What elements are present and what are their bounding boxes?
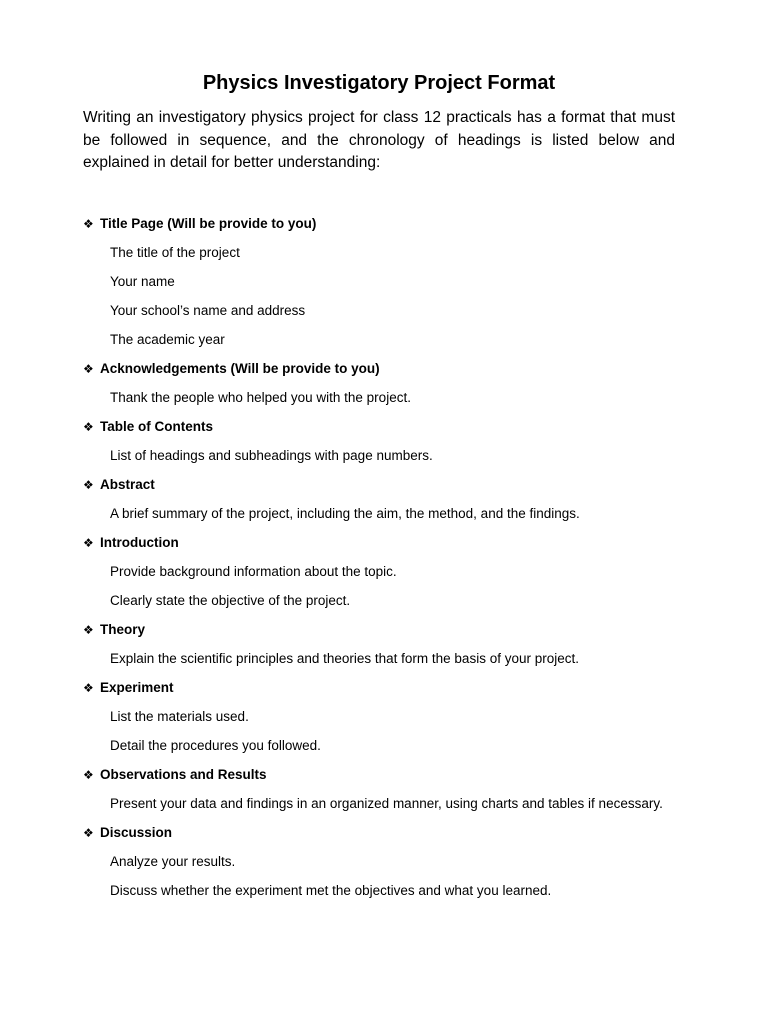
- diamond-bullet-icon: ❖: [83, 825, 94, 840]
- section-heading-text: Discussion: [100, 825, 173, 840]
- section-detail-line: List the materials used.: [110, 709, 249, 724]
- section-detail-line: A brief summary of the project, including the aim, the method, and the findings.: [110, 506, 580, 521]
- section-heading: [83, 412, 693, 441]
- section-item: [83, 760, 693, 818]
- section-item: [83, 673, 693, 760]
- section-heading: [83, 760, 693, 789]
- diamond-bullet-icon: ❖: [83, 419, 94, 434]
- section-item: [83, 209, 693, 354]
- diamond-bullet-icon: ❖: [83, 622, 94, 637]
- section-detail-line: Present your data and findings in an organized manner, using charts and tables if necessary.: [110, 796, 663, 811]
- section-heading-text: Theory: [100, 622, 146, 637]
- diamond-bullet-icon: ❖: [83, 535, 94, 550]
- section-heading: [83, 528, 693, 557]
- section-detail-line: Your name: [110, 274, 175, 289]
- section-heading: [83, 818, 693, 847]
- section-detail-line: Analyze your results.: [110, 854, 236, 869]
- section-item: [83, 412, 693, 470]
- section-detail-line: Provide background information about the topic.: [110, 564, 397, 579]
- page-title: Physics Investigatory Project Format: [202, 72, 556, 94]
- section-detail-line: Explain the scientific principles and theories that form the basis of your project.: [110, 651, 579, 666]
- diamond-bullet-icon: ❖: [83, 361, 94, 376]
- section-detail-line: Your school’s name and address: [110, 303, 306, 318]
- section-item: [83, 818, 693, 905]
- section-heading: [83, 615, 693, 644]
- section-heading-text: Introduction: [100, 535, 179, 550]
- section-heading-text: Experiment: [100, 680, 174, 695]
- section-item: [83, 615, 693, 673]
- diamond-bullet-icon: ❖: [83, 216, 94, 231]
- section-heading-text: Observations and Results: [100, 767, 267, 782]
- section-heading: [83, 354, 693, 383]
- diamond-bullet-icon: ❖: [83, 767, 94, 782]
- section-heading-text: Table of Contents: [100, 419, 213, 434]
- section-item: [83, 354, 693, 412]
- section-item: [83, 528, 693, 615]
- section-heading: [83, 470, 693, 499]
- section-detail-line: Clearly state the objective of the project.: [110, 593, 351, 608]
- section-heading: [83, 673, 693, 702]
- section-item: [83, 470, 693, 528]
- section-detail-line: The academic year: [110, 332, 225, 347]
- section-detail-line: Discuss whether the experiment met the objectives and what you learned.: [110, 883, 552, 898]
- section-heading-text: Acknowledgements (Will be provide to you): [100, 361, 380, 376]
- section-detail-line: Thank the people who helped you with the project.: [110, 390, 411, 405]
- section-detail-line: Detail the procedures you followed.: [110, 738, 321, 753]
- section-heading-text: Abstract: [100, 477, 155, 492]
- intro-paragraph: Writing an investigatory physics project for class 12 practicals has a format that must be followed in sequence, and the chronology of headings is listed below and explained in detail for better understanding:: [83, 109, 675, 171]
- section-heading-text: Title Page (Will be provide to you): [100, 216, 317, 231]
- diamond-bullet-icon: ❖: [83, 680, 94, 695]
- section-heading: [83, 209, 693, 238]
- diamond-bullet-icon: ❖: [83, 477, 94, 492]
- section-list: [83, 209, 693, 905]
- section-detail-line: The title of the project: [110, 245, 240, 260]
- section-detail-line: List of headings and subheadings with page numbers.: [110, 448, 433, 463]
